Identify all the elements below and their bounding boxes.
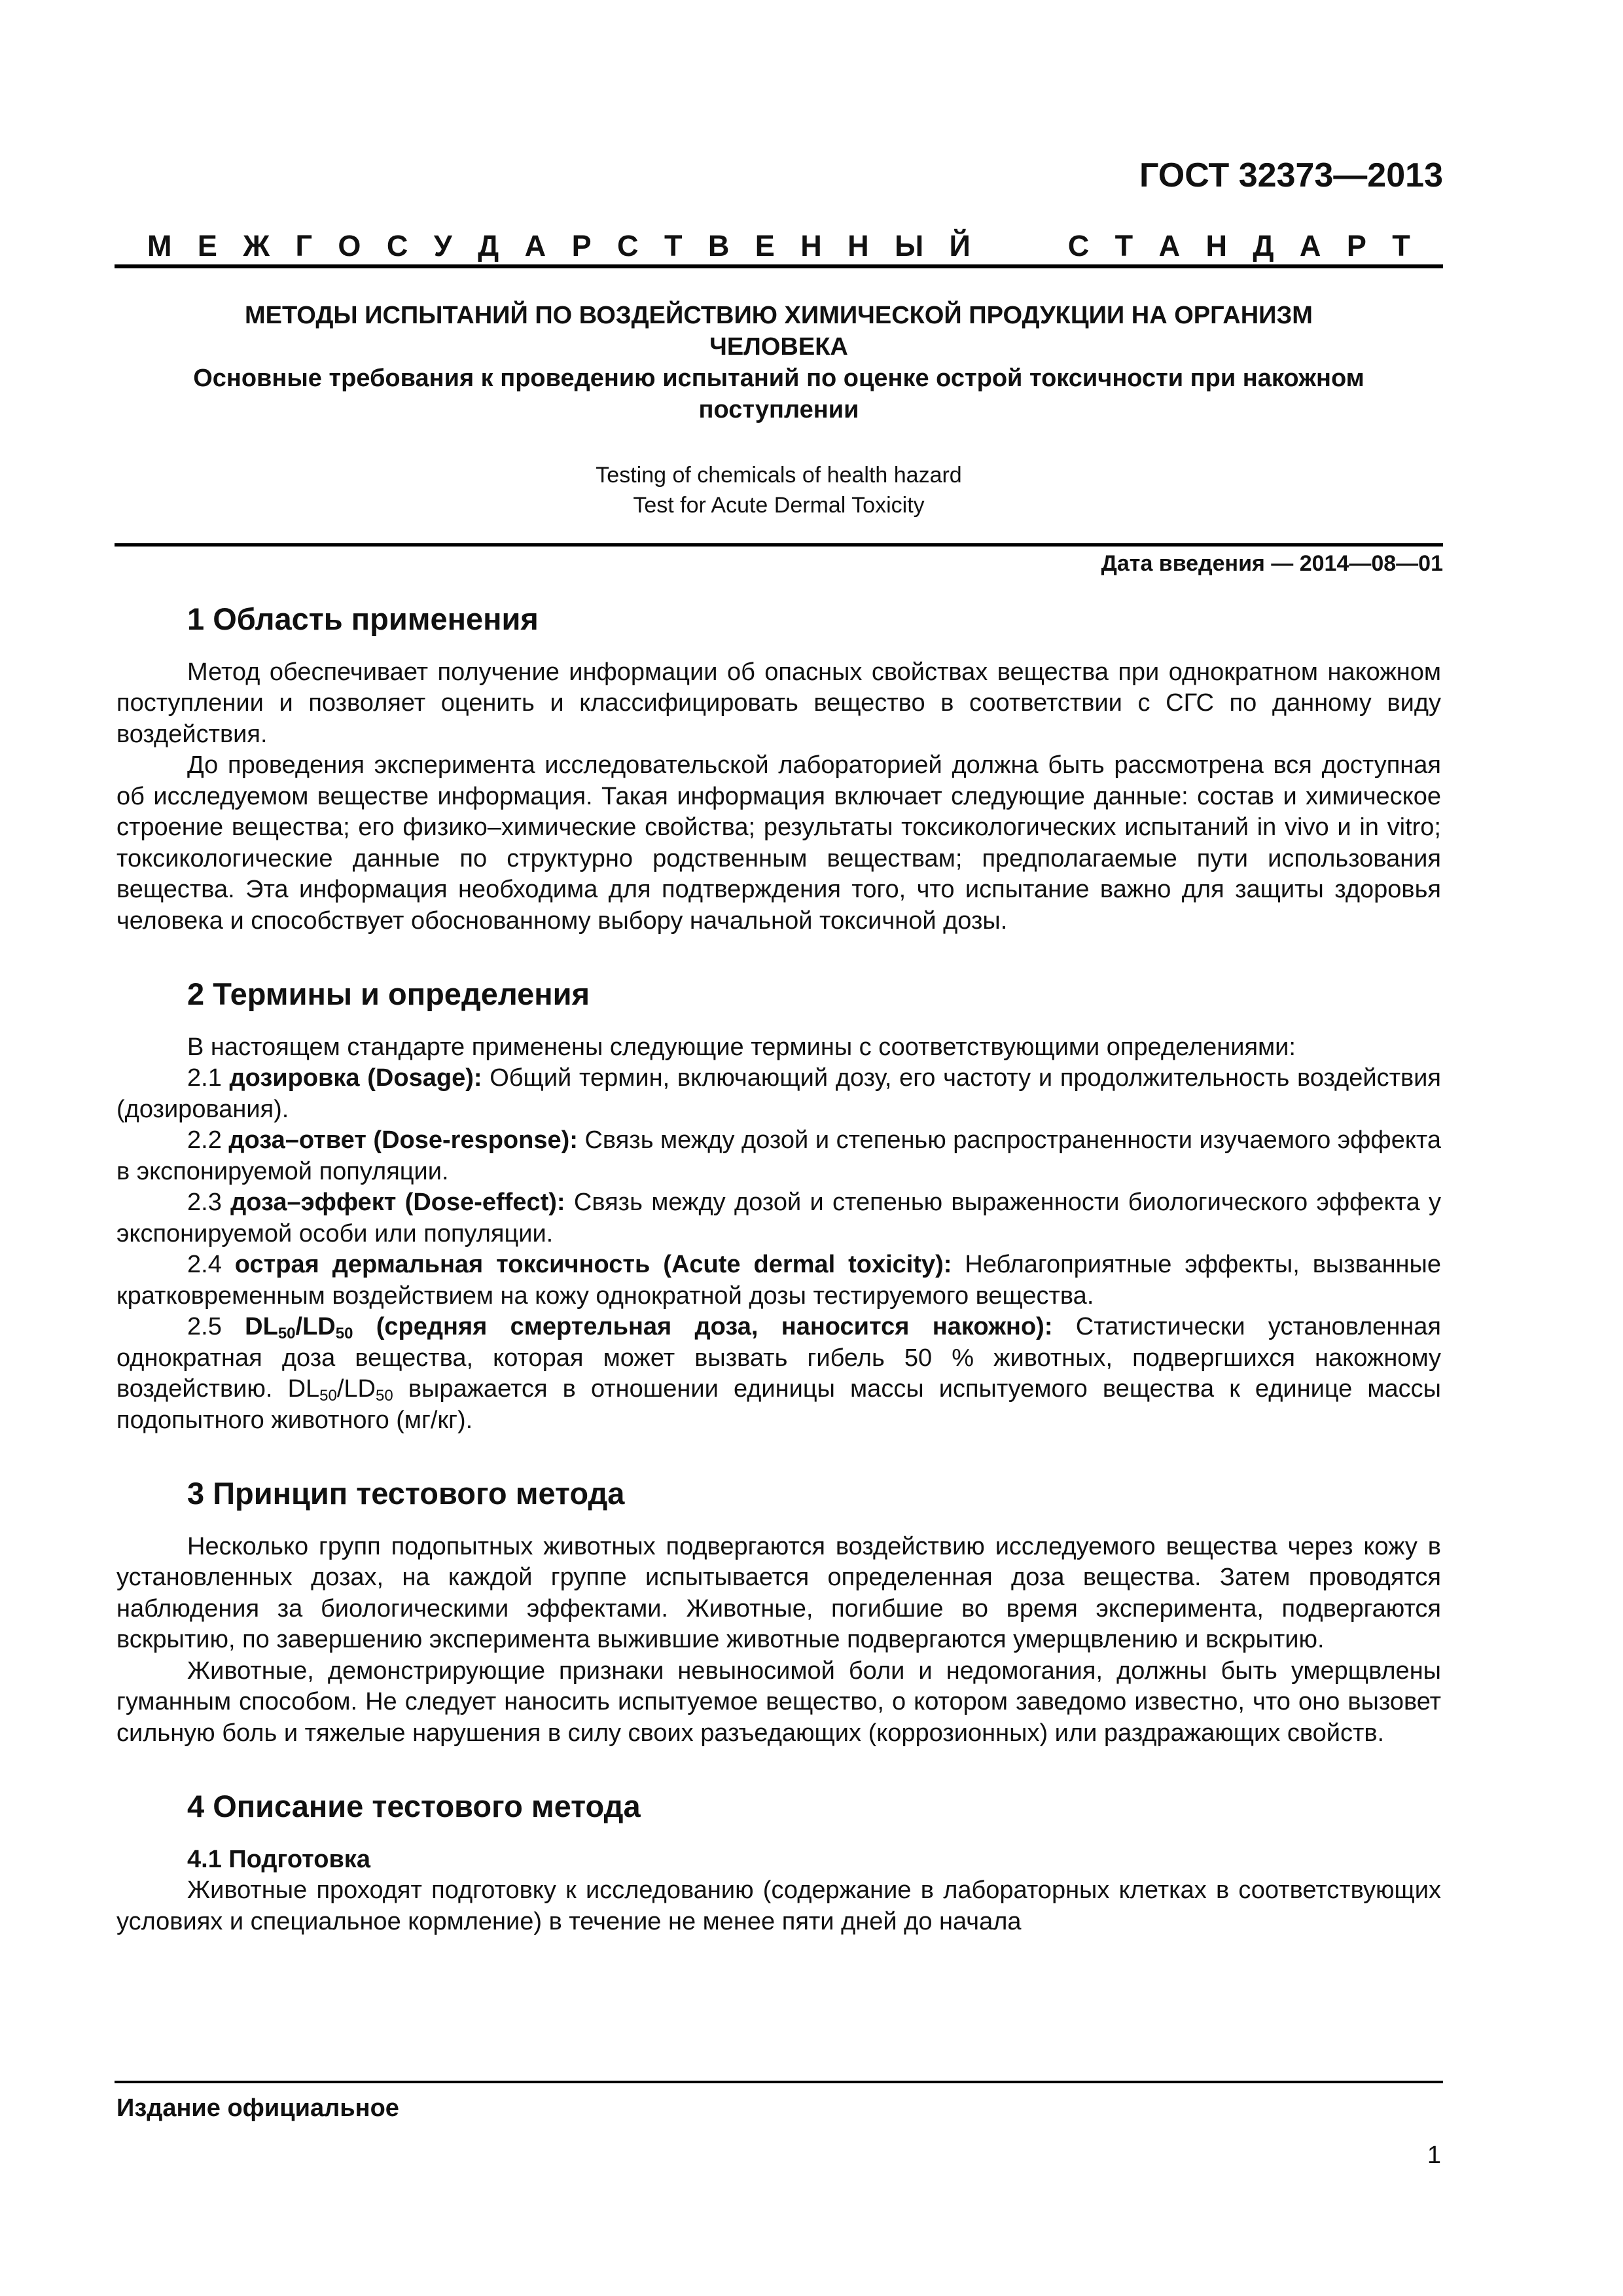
header-divider (115, 264, 1443, 268)
section-1-paragraph: Метод обеспечивает получение информации об опасных свойствах вещества при однократном накожном поступлении и позволяет оценить и классифицировать вещество в соответствии с СГС по данному виду воздействия. (116, 658, 1441, 748)
letter: О (338, 229, 361, 262)
section-3-title: 3 Принцип тестового метода (187, 1476, 625, 1511)
term-name: острая дермальная токсичность (Acute dermal toxicity): (234, 1251, 952, 1278)
letter: В (707, 229, 730, 262)
term-text: Связь между дозой и степенью выраженности биологического эффекта у экспонируемой особи или популяции. (116, 1189, 1442, 1247)
term-text: /LD (336, 1375, 376, 1403)
standard-kind-heading (115, 229, 1443, 263)
footer-divider (115, 2081, 1443, 2083)
letter: Д (1253, 229, 1274, 262)
letter: С (1067, 229, 1090, 262)
letter: Р (1346, 229, 1366, 262)
letter: Н (847, 229, 869, 262)
letter: Т (1392, 229, 1410, 262)
letter: М (147, 229, 172, 262)
term-text: Неблагоприятные эффекты, вызванные кратковременным воздействием на кожу однократной дозы тестируемого вещества. (116, 1251, 1441, 1310)
term-name (245, 1313, 1052, 1340)
subtitle-en: Test for Acute Dermal Toxicity (633, 493, 925, 518)
term-name: доза–ответ (Dose-response): (228, 1126, 578, 1154)
letter: Р (571, 229, 592, 262)
term-part: /LD (295, 1313, 336, 1340)
page-number: 1 (1427, 2142, 1441, 2169)
english-title-block (115, 460, 1443, 520)
term-part: (средняя смертельная доза, наносится накожно): (353, 1313, 1053, 1340)
term-text: Статистически установленная однократная доза вещества, которая может вызвать гибель 50 % животных, подвергшихся накожному воздействию. DL (116, 1313, 1441, 1403)
section-3-paragraph: Животные, демонстрирующие признаки невыносимой боли и недомогания, должны быть умерщвлены гуманным способом. Не следует наносить испытуемое вещество, о котором заведомо известно, что оно вызовет сильную боль и тяжелые нарушения в силу своих разъедающих (коррозионных) или раздражающих свойств. (116, 1657, 1441, 1747)
document-body (116, 603, 1441, 1937)
edition-label: Издание официальное (116, 2094, 399, 2122)
subtitle-ru-line1: Основные требования к проведению испытаний по оценке острой токсичности при накожном (193, 365, 1364, 392)
introduction-date: Дата введения — 2014—08—01 (1101, 551, 1443, 576)
letter: А (524, 229, 546, 262)
letter: Ж (243, 229, 270, 262)
term-part: DL (245, 1313, 278, 1340)
title-ru-line1: МЕТОДЫ ИСПЫТАНИЙ ПО ВОЗДЕЙСТВИЮ ХИМИЧЕСКОЙ ПРОДУКЦИИ НА ОРГАНИЗМ (245, 302, 1313, 329)
section-2-title: 2 Термины и определения (187, 977, 590, 1011)
letter: Н (1205, 229, 1227, 262)
term-definition (116, 1125, 1441, 1187)
document-number: ГОСТ 32373—2013 (1139, 156, 1443, 194)
letter: Г (295, 229, 312, 262)
letter: У (433, 229, 452, 262)
section-1-paragraph: До проведения эксперимента исследовательской лабораторией должна быть рассмотрена вся доступная об исследуемом веществе информация. Такая информация включает следующие данные: состав и химическое строение вещества; его физико–химические свойства; результаты токсикологических испытаний in vivo и in vitro; токсикологические данные по структурно родственным веществам; предполагаемые пути использования вещества. Эта информация необходима для подтверждения того, что испытание важно для защиты здоровья человека и способствует обоснованному выбору начальной токсичной дозы. (116, 751, 1441, 935)
subscript: 50 (319, 1387, 337, 1405)
section-3-paragraph: Несколько групп подопытных животных подвергаются воздействию исследуемого вещества через кожу в установленных дозах, на каждой группе испытывается определенная доза вещества. Затем проводятся наблюдения за биологическими эффектами. Животные, погибшие во время эксперимента, подвергаются вскрытию, по завершению эксперимента выжившие животные подвергаются умерщвлению и вскрытию. (116, 1532, 1441, 1653)
term-number: 2.5 (187, 1313, 245, 1340)
term-definition (116, 1312, 1441, 1436)
word-gap (996, 229, 1042, 263)
letter: Т (664, 229, 683, 262)
section-2-intro: В настоящем стандарте применены следующие термины с соответствующими определениями: (187, 1033, 1296, 1061)
letter: Н (800, 229, 822, 262)
section-4-title: 4 Описание тестового метода (187, 1789, 641, 1823)
subtitle-ru-line2: поступлении (698, 396, 859, 423)
section-1-title: 1 Область применения (187, 601, 539, 636)
term-text: Общий термин, включающий дозу, его частоту и продолжительность воздействия (дозирования). (116, 1064, 1441, 1123)
subscript: 50 (335, 1325, 353, 1342)
letter: Ы (895, 229, 924, 262)
letter: С (386, 229, 408, 262)
letter: Е (755, 229, 775, 262)
letter: Й (949, 229, 971, 262)
document-title-block (115, 300, 1443, 425)
term-definition (116, 1187, 1441, 1249)
term-definition (116, 1063, 1441, 1125)
term-number: 2.3 (187, 1189, 231, 1216)
term-name: доза–эффект (Dose-effect): (230, 1189, 565, 1216)
term-text: выражается в отношении единицы массы испытуемого вещества к единице массы подопытного животного (мг/кг). (116, 1375, 1441, 1434)
title-ru-line2: ЧЕЛОВЕКА (709, 333, 848, 361)
term-number: 2.1 (187, 1064, 230, 1092)
term-number: 2.4 (187, 1251, 235, 1278)
letter: А (1158, 229, 1181, 262)
subscript: 50 (277, 1325, 296, 1342)
term-number: 2.2 (187, 1126, 229, 1154)
letter: Т (1115, 229, 1133, 262)
term-definition (116, 1249, 1441, 1312)
term-name: дозировка (Dosage): (229, 1064, 482, 1092)
section-4-paragraph: Животные проходят подготовку к исследованию (содержание в лабораторных клетках в соответствующих условиях и специальное кормление) в течение не менее пяти дней до начала (116, 1876, 1441, 1935)
term-text: Связь между дозой и степенью распространенности изучаемого эффекта в экспонируемой популяции. (116, 1126, 1441, 1185)
letter: С (617, 229, 639, 262)
letter: Д (478, 229, 499, 262)
letter: Е (197, 229, 217, 262)
title-en: Testing of chemicals of health hazard (596, 463, 962, 488)
title-divider (115, 543, 1443, 547)
subscript: 50 (376, 1387, 393, 1405)
letter: А (1299, 229, 1321, 262)
subsection-4-1-title: 4.1 Подготовка (187, 1845, 370, 1873)
